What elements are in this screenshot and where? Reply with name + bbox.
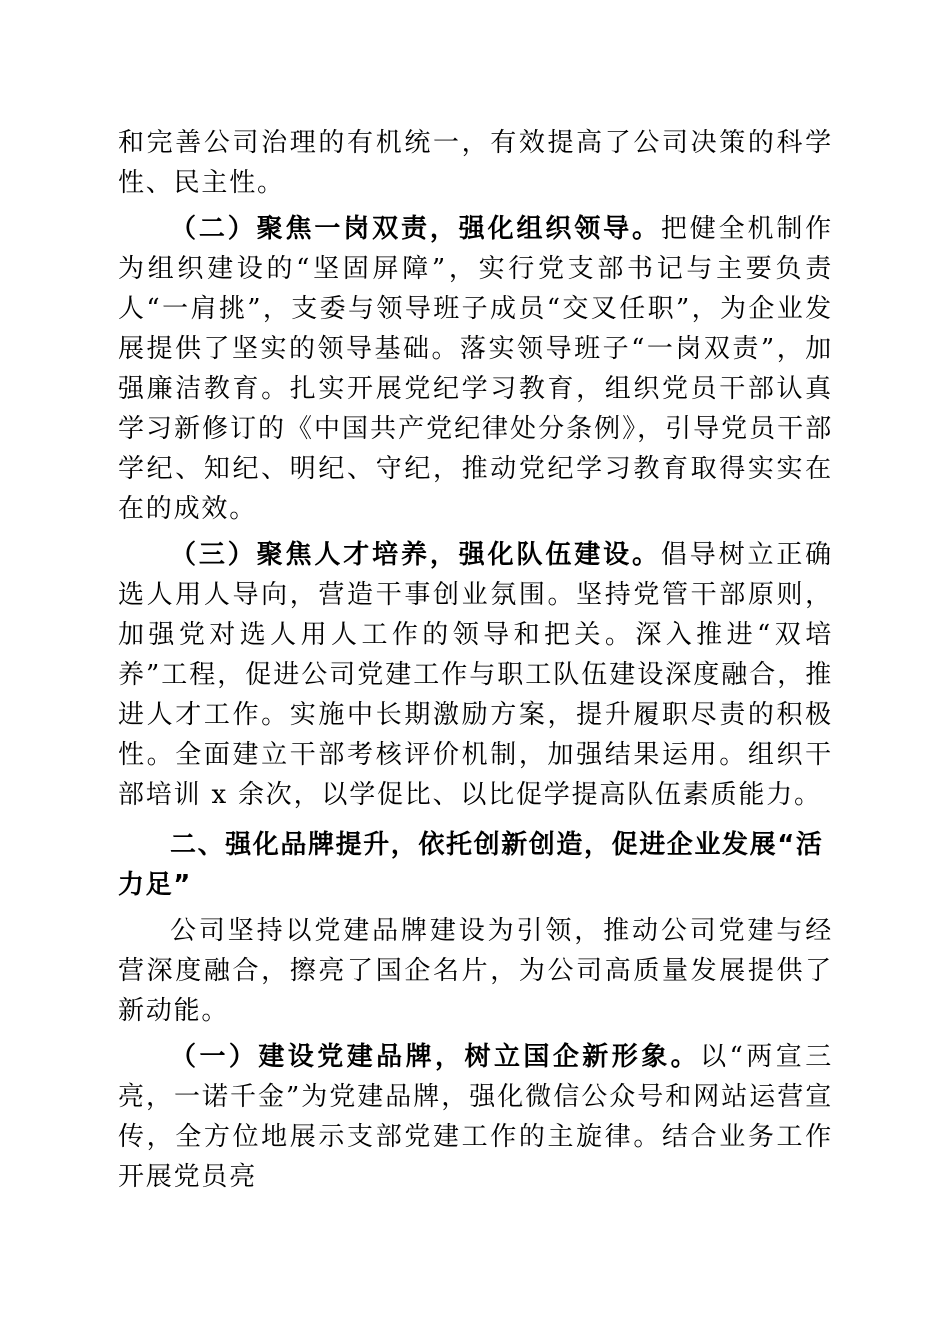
document-body (118, 123, 833, 1197)
paragraph-continuation (118, 123, 833, 203)
paragraph-text: 和完善公司治理的有机统一，有效提高了公司决策的科学性、民主性。 (118, 128, 833, 198)
paragraph-lead: （二）聚焦一岗双责，强化组织领导。 (170, 214, 661, 244)
paragraph-text: 公司坚持以党建品牌建设为引领，推动公司党建与经营深度融合，擦亮了国企名片，为公司高质量发展提供了新动能。 (118, 916, 833, 1026)
paragraph-lead: （一）建设党建品牌，树立国企新形象。 (170, 1042, 701, 1072)
paragraph-brand-building (118, 1037, 833, 1197)
section-heading: 二、强化品牌提升，依托创新创造，促进企业发展“活力足” (118, 830, 824, 900)
paragraph-leadership (118, 209, 833, 529)
paragraph-talent (118, 535, 833, 815)
paragraph-lead: （三）聚焦人才培养，强化队伍建设。 (170, 540, 661, 570)
paragraph-text: 以“两宣三亮，一诺千金”为党建品牌，强化微信公众号和网站运营宣传，全方位地展示支部党建工作的主旋律。结合业务工作开展党员亮 (118, 1042, 834, 1192)
paragraph-text: 把健全机制作为组织建设的“坚固屏障”，实行党支部书记与主要负责人“一肩挑”，支委与领导班子成员“交叉任职”，为企业发展提供了坚实的领导基础。落实领导班子“一岗双责”，加强廉洁教育。扎实开展党纪学习教育，组织党员干部认真学习新修订的《中国共产党纪律处分条例》，引导党员干部学纪、知纪、明纪、守纪，推动党纪学习教育取得实实在在的成效。 (118, 214, 833, 524)
paragraph-brand-intro (118, 911, 833, 1031)
paragraph-text: 倡导树立正确选人用人导向，营造干事创业氛围。坚持党管干部原则，加强党对选人用人工作的领导和把关。深入推进“双培养”工程，促进公司党建工作与职工队伍建设深度融合，推进人才工作。实施中长期激励方案，提升履职尽责的积极性。全面建立干部考核评价机制，加强结果运用。组织干部培训 x 余次，以学促比、以比促学提高队伍素质能力。 (118, 540, 833, 810)
